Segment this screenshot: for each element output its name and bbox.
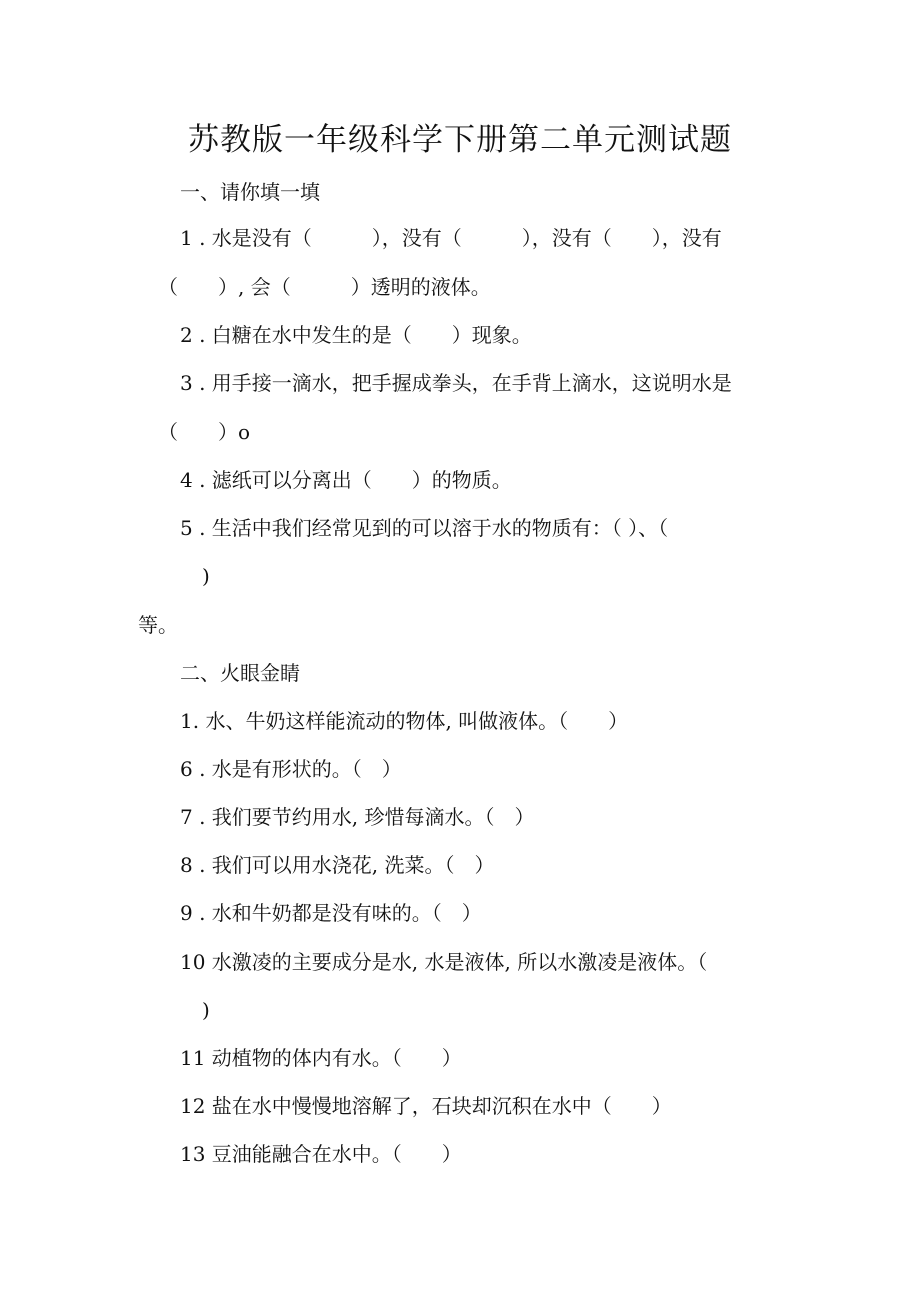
question-line: 8 . 我们可以用水浇花, 洗菜。（ ） <box>180 853 495 877</box>
question-line: （ ）o <box>158 420 251 444</box>
section-heading-true-false: 二、火眼金睛 <box>180 661 300 685</box>
question-line: 11 动植物的体内有水。（ ） <box>180 1046 462 1070</box>
question-line: 4 . 滤纸可以分离出（ ）的物质。 <box>180 468 512 492</box>
question-line: 2 . 白糖在水中发生的是（ ）现象。 <box>180 323 532 347</box>
page-title: 苏教版一年级科学下册第二单元测试题 <box>188 122 732 158</box>
section-heading-fill-in: 一、请你填一填 <box>180 180 320 204</box>
question-line: 等。 <box>138 613 178 637</box>
question-line: ) <box>202 998 210 1022</box>
question-line: 10 水激凌的主要成分是水, 水是液体, 所以水激凌是液体。（ <box>180 950 708 974</box>
question-line: 1. 水、牛奶这样能流动的物体, 叫做液体。（ ） <box>180 709 629 733</box>
question-line: 3 . 用手接一滴水，把手握成拳头，在手背上滴水，这说明水是 <box>180 371 732 395</box>
question-line: 6 . 水是有形状的。（ ） <box>180 757 402 781</box>
question-line: 1 . 水是没有（ ），没有（ ），没有（ ），没有 <box>180 226 722 250</box>
question-line: ) <box>202 564 210 588</box>
question-line: 12 盐在水中慢慢地溶解了，石块却沉积在水中（ ） <box>180 1094 672 1118</box>
question-line: 13 豆油能融合在水中。（ ） <box>180 1142 462 1166</box>
question-line: 9 . 水和牛奶都是没有味的。（ ） <box>180 901 482 925</box>
question-line: （ ）, 会（ ）透明的液体。 <box>158 275 491 299</box>
question-line: 7 . 我们要节约用水, 珍惜每滴水。（ ） <box>180 805 535 829</box>
question-line: 5 . 生活中我们经常见到的可以溶于水的物质有：（ ）、（ <box>180 516 669 540</box>
